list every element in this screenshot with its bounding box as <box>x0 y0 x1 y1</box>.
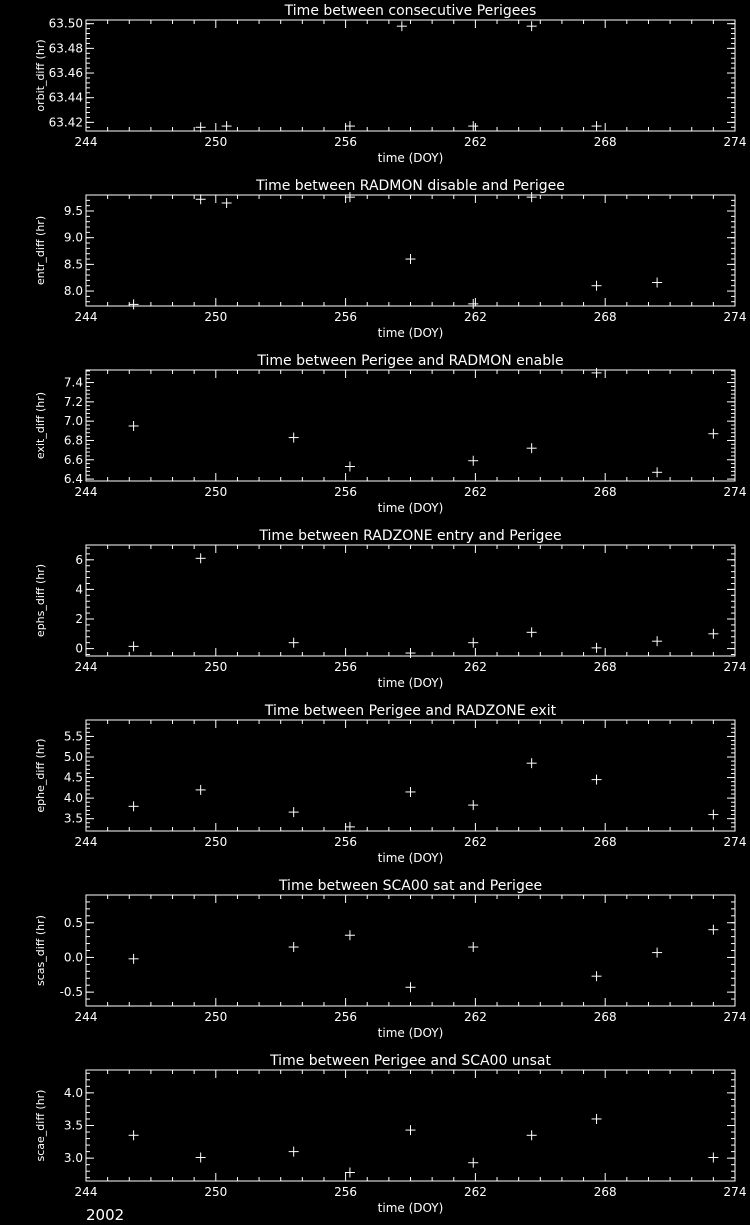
y-tick-label: 4.0 <box>63 1085 83 1100</box>
data-point <box>652 948 662 958</box>
data-point <box>652 467 662 477</box>
x-axis-label: time (DOY) <box>377 1026 444 1040</box>
x-tick-label: 244 <box>74 835 98 849</box>
data-point <box>708 1152 718 1162</box>
data-point <box>592 971 602 981</box>
x-tick-label: 274 <box>723 1010 747 1024</box>
y-tick-label: 6.8 <box>63 433 83 448</box>
data-point <box>406 648 416 658</box>
y-tick-label: 0.5 <box>63 915 83 930</box>
x-tick-label: 274 <box>723 310 747 324</box>
plot-frame <box>86 720 735 831</box>
y-tick-label: 0 <box>75 641 83 656</box>
data-point <box>592 1114 602 1124</box>
x-axis-label: time (DOY) <box>377 676 444 690</box>
y-tick-label: 8.0 <box>63 284 83 299</box>
x-tick-label: 256 <box>334 1185 358 1199</box>
data-point <box>708 925 718 935</box>
y-tick-label: 6.6 <box>63 452 83 467</box>
x-tick-label: 244 <box>74 1010 98 1024</box>
data-point <box>592 775 602 785</box>
y-tick-label: 4.5 <box>63 770 83 785</box>
data-point <box>345 822 355 832</box>
x-tick-label: 250 <box>204 135 228 149</box>
x-tick-label: 268 <box>593 485 617 499</box>
x-tick-label: 268 <box>593 660 617 674</box>
x-tick-label: 262 <box>463 1185 487 1199</box>
data-point <box>527 627 537 637</box>
x-tick-label: 274 <box>723 485 747 499</box>
data-point <box>222 121 232 131</box>
y-tick-label: 63.48 <box>48 41 83 56</box>
x-tick-label: 256 <box>334 485 358 499</box>
y-tick-label: 6.4 <box>63 472 83 487</box>
plot-frame <box>86 195 735 306</box>
y-tick-label: 8.5 <box>63 257 83 272</box>
data-point <box>345 121 355 131</box>
data-point <box>196 194 206 204</box>
data-point <box>345 462 355 472</box>
x-tick-label: 250 <box>204 1185 228 1199</box>
data-point <box>129 1130 139 1140</box>
x-tick-label: 274 <box>723 1185 747 1199</box>
y-tick-label: 4.0 <box>63 791 83 806</box>
x-tick-label: 256 <box>334 310 358 324</box>
x-tick-label: 250 <box>204 485 228 499</box>
data-point <box>468 456 478 466</box>
x-tick-label: 274 <box>723 660 747 674</box>
y-axis-label: orbit_diff (hr) <box>34 39 47 112</box>
y-tick-label: 3.5 <box>63 811 83 826</box>
y-tick-label: 7.0 <box>63 414 83 429</box>
data-point <box>592 643 602 653</box>
data-point <box>196 785 206 795</box>
chart-title: Time between Perigee and SCA00 unsat <box>270 1053 551 1069</box>
data-point <box>129 954 139 964</box>
data-point <box>468 299 478 309</box>
chart-title: Time between SCA00 sat and Perigee <box>278 878 543 894</box>
data-point <box>652 278 662 288</box>
chart-title: Time between RADZONE entry and Perigee <box>259 528 562 544</box>
chart-panel-3 <box>34 353 746 515</box>
data-point <box>222 198 232 208</box>
x-tick-label: 256 <box>334 660 358 674</box>
x-axis-label: time (DOY) <box>377 501 444 515</box>
x-axis-label: time (DOY) <box>377 326 444 340</box>
x-tick-label: 250 <box>204 660 228 674</box>
data-point <box>406 982 416 992</box>
year-label: 2002 <box>86 1206 125 1224</box>
y-axis-label: ephe_diff (hr) <box>34 738 47 813</box>
x-axis-label: time (DOY) <box>377 851 444 865</box>
y-tick-label: 7.4 <box>63 375 83 390</box>
data-point <box>708 810 718 820</box>
x-tick-label: 256 <box>334 835 358 849</box>
data-point <box>289 1147 299 1157</box>
x-tick-label: 262 <box>463 135 487 149</box>
data-point <box>527 21 537 31</box>
data-point <box>129 801 139 811</box>
y-tick-label: 9.5 <box>63 204 83 219</box>
x-tick-label: 250 <box>204 310 228 324</box>
data-point <box>397 21 407 31</box>
y-tick-label: 4 <box>75 582 83 597</box>
data-point <box>289 638 299 648</box>
chart-panel-4 <box>34 528 746 690</box>
data-point <box>468 800 478 810</box>
x-tick-label: 274 <box>723 135 747 149</box>
data-point <box>468 638 478 648</box>
x-tick-label: 268 <box>593 135 617 149</box>
data-point <box>527 1130 537 1140</box>
x-tick-label: 274 <box>723 835 747 849</box>
chart-panel-2 <box>34 178 746 340</box>
x-tick-label: 262 <box>463 1010 487 1024</box>
data-point <box>345 930 355 940</box>
data-point <box>129 641 139 651</box>
chart-panel-1 <box>34 3 746 165</box>
y-tick-label: 2 <box>75 612 83 626</box>
data-point <box>289 433 299 443</box>
chart-panel-6 <box>34 878 746 1040</box>
data-point <box>468 1158 478 1168</box>
data-point <box>468 121 478 131</box>
x-tick-label: 244 <box>74 135 98 149</box>
data-point <box>345 1168 355 1178</box>
y-axis-label: ephs_diff (hr) <box>34 563 47 638</box>
chart-title: Time between RADMON disable and Perigee <box>256 178 565 194</box>
x-tick-label: 244 <box>74 1185 98 1199</box>
x-tick-label: 262 <box>463 310 487 324</box>
x-tick-label: 262 <box>463 660 487 674</box>
data-point <box>708 629 718 639</box>
data-point <box>406 1125 416 1135</box>
y-tick-label: 5.0 <box>63 750 83 764</box>
data-point <box>592 281 602 291</box>
y-axis-label: scae_diff (hr) <box>34 1089 47 1162</box>
data-point <box>468 942 478 952</box>
x-tick-label: 250 <box>204 1010 228 1024</box>
data-point <box>592 368 602 378</box>
y-tick-label: 63.46 <box>48 66 83 81</box>
chart-title: Time between Perigee and RADMON enable <box>257 353 564 369</box>
data-point <box>652 636 662 646</box>
y-tick-label: 0.0 <box>63 950 83 965</box>
y-tick-label: 7.2 <box>63 394 83 409</box>
x-tick-label: 244 <box>74 485 98 499</box>
plot-frame <box>86 370 735 481</box>
x-axis-label: time (DOY) <box>377 151 444 165</box>
y-tick-label: -0.5 <box>59 985 83 1000</box>
plot-frame <box>86 20 735 131</box>
chart-title: Time between consecutive Perigees <box>284 3 537 19</box>
x-tick-label: 250 <box>204 835 228 849</box>
y-tick-label: 6 <box>75 552 83 567</box>
x-tick-label: 244 <box>74 660 98 674</box>
y-tick-label: 3.5 <box>63 1118 83 1133</box>
data-point <box>289 942 299 952</box>
x-axis-label: time (DOY) <box>377 1201 444 1215</box>
data-point <box>708 429 718 439</box>
data-point <box>129 421 139 431</box>
x-tick-label: 262 <box>463 485 487 499</box>
y-tick-label: 3.0 <box>63 1151 83 1166</box>
x-tick-label: 268 <box>593 1010 617 1024</box>
x-tick-label: 256 <box>334 1010 358 1024</box>
data-point <box>129 299 139 309</box>
data-point <box>527 758 537 768</box>
x-tick-label: 262 <box>463 835 487 849</box>
x-tick-label: 268 <box>593 835 617 849</box>
chart-title: Time between Perigee and RADZONE exit <box>264 703 557 719</box>
y-tick-label: 63.50 <box>48 16 83 31</box>
chart-panel-5 <box>34 703 746 865</box>
data-point <box>592 121 602 131</box>
y-tick-label: 5.5 <box>63 729 83 744</box>
y-axis-label: exit_diff (hr) <box>34 391 47 460</box>
y-axis-label: entr_diff (hr) <box>34 215 47 286</box>
x-tick-label: 244 <box>74 310 98 324</box>
data-point <box>289 807 299 817</box>
x-tick-label: 256 <box>334 135 358 149</box>
data-point <box>406 254 416 264</box>
y-axis-label: scas_diff (hr) <box>34 915 47 986</box>
data-point <box>527 443 537 453</box>
data-point <box>196 553 206 563</box>
y-tick-label: 63.44 <box>48 90 83 105</box>
data-point <box>406 787 416 797</box>
plot-frame <box>86 545 735 656</box>
x-tick-label: 268 <box>593 310 617 324</box>
chart-panel-7 <box>34 1053 746 1215</box>
x-tick-label: 268 <box>593 1185 617 1199</box>
y-tick-label: 9.0 <box>63 230 83 245</box>
y-tick-label: 63.42 <box>48 115 83 130</box>
data-point <box>196 1152 206 1162</box>
